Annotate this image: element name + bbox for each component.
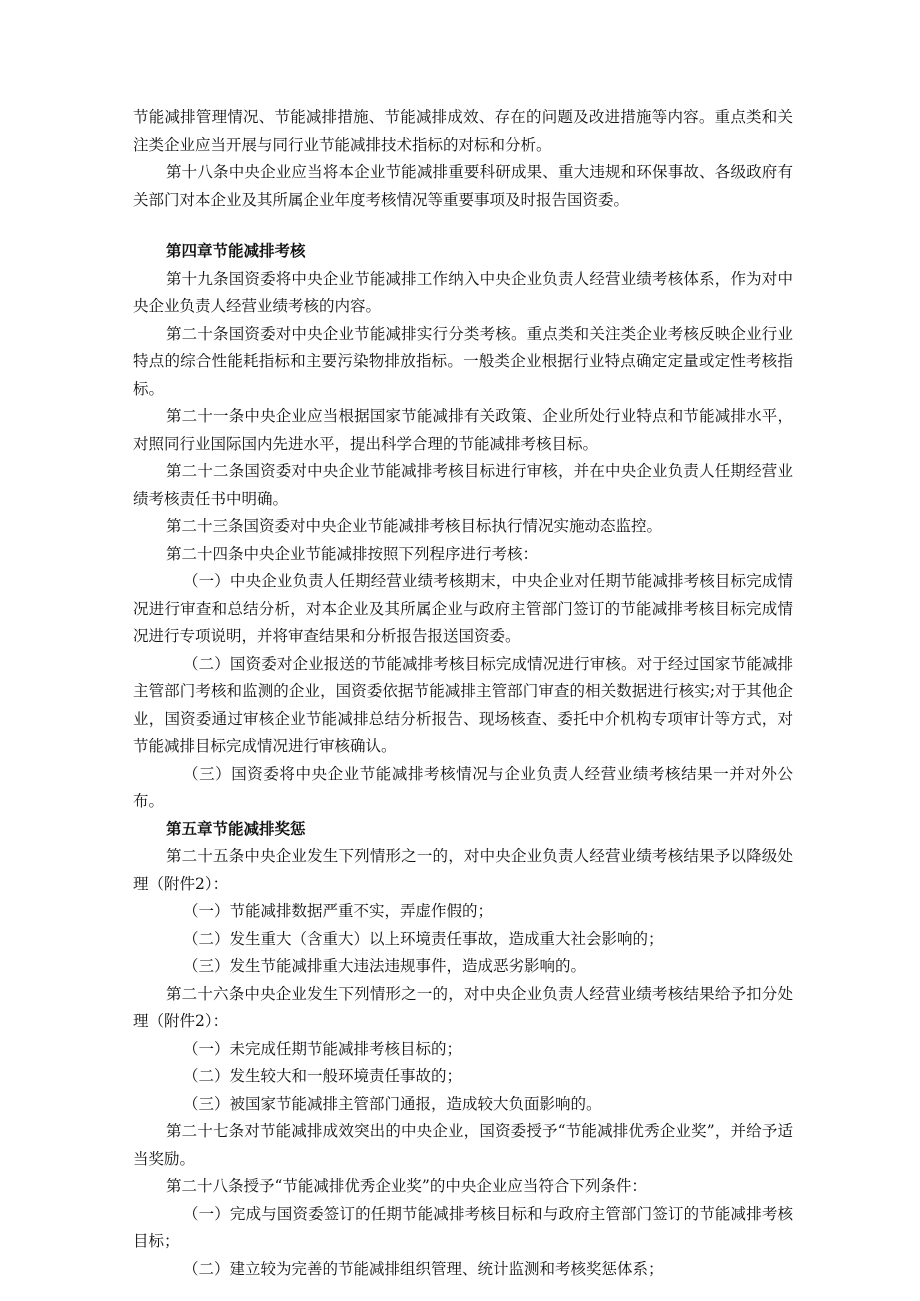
chapter-4-heading: 第四章节能减排考核 — [166, 242, 306, 260]
article-20: 第二十条国资委对中央企业节能减排实行分类考核。重点类和关注类企业考核反映企业行业特点的综合性能耗指标和主要污染物排放指标。一般类企业根据行业特点确定定量或定性考核指标。 — [133, 324, 793, 398]
article-25-item-2: （二）发生重大（含重大）以上环境责任事故，造成重大社会影响的； — [183, 929, 664, 948]
article-26-item-1: （一）未完成任期节能减排考核目标的； — [183, 1039, 463, 1058]
article-23: 第二十三条国资委对中央企业节能减排考核目标执行情况实施动态监控。 — [166, 517, 663, 535]
article-22: 第二十二条国资委对中央企业节能减排考核目标进行审核，并在中央企业负责人任期经营业绩考核责任书中明确。 — [133, 462, 793, 508]
article-26-item-3: （三）被国家节能减排主管部门通报，造成较大负面影响的。 — [183, 1094, 602, 1113]
article-19: 第十九条国资委将中央企业节能减排工作纳入中央企业负责人经营业绩考核体系，作为对中央企业负责人经营业绩考核的内容。 — [133, 269, 793, 315]
article-26-item-2: （二）发生较大和一般环境责任事故的； — [183, 1067, 463, 1085]
article-21: 第二十一条中央企业应当根据国家节能减排有关政策、企业所处行业特点和节能减排水平，对照同行业国际国内先进水平，提出科学合理的节能减排考核目标。 — [133, 407, 793, 453]
article-24-item-2: （二）国资委对企业报送的节能减排考核目标完成情况进行审核。对于经过国家节能减排主管部门考核和监测的企业，国资委依据节能减排主管部门审查的相关数据进行核实;对于其他企业，国资委通过审核企业节能减排总结分析报告、现场核查、委托中介机构专项审计等方式，对节能减排目标完成情况进行审核确认。 — [133, 654, 793, 755]
article-28-item-2: （二）建立较为完善的节能减排组织管理、统计监测和考核奖惩体系； — [183, 1259, 664, 1278]
article-24-item-1: （一）中央企业负责人任期经营业绩考核期末，中央企业对任期节能减排考核目标完成情况进行审查和总结分析，对本企业及其所属企业与政府主管部门签订的节能减排考核目标完成情况进行专项说明，并将审查结果和分析报告报送国资委。 — [133, 572, 793, 645]
article-24-item-3: （三）国资委将中央企业节能减排考核情况与企业负责人经营业绩考核结果一并对外公布。 — [133, 764, 793, 810]
article-25-item-3: （三）发生节能减排重大违法违规事件，造成恶劣影响的。 — [183, 957, 587, 975]
article-25-item-1: （一）节能减排数据严重不实，弄虚作假的； — [183, 902, 494, 920]
article-26: 第二十六条中央企业发生下列情形之一的，对中央企业负责人经营业绩考核结果给予扣分处理（附件2）： — [133, 984, 793, 1030]
article-24: 第二十四条中央企业节能减排按照下列程序进行考核： — [166, 544, 539, 563]
document-page — [133, 104, 793, 1283]
article-25: 第二十五条中央企业发生下列情形之一的，对中央企业负责人经营业绩考核结果予以降级处理（附件2）： — [133, 847, 793, 893]
section-gap — [133, 214, 793, 238]
article-27: 第二十七条对节能减排成效突出的中央企业，国资委授予“节能减排优秀企业奖”，并给予适当奖励。 — [133, 1122, 793, 1168]
article-18: 第十八条中央企业应当将本企业节能减排重要科研成果、重大违规和环保事故、各级政府有关部门对本企业及其所属企业年度考核情况等重要事项及时报告国资委。 — [133, 163, 793, 209]
paragraph-continuation: 节能减排管理情况、节能减排措施、节能减排成效、存在的问题及改进措施等内容。重点类和关注类企业应当开展与同行业节能减排技术指标的对标和分析。 — [133, 108, 793, 154]
article-28-item-1: （一）完成与国资委签订的任期节能减排考核目标和与政府主管部门签订的节能减排考核目标； — [133, 1204, 793, 1250]
article-28: 第二十八条授予“节能减排优秀企业奖”的中央企业应当符合下列条件： — [166, 1177, 647, 1195]
chapter-5-heading: 第五章节能减排奖惩 — [166, 819, 306, 838]
